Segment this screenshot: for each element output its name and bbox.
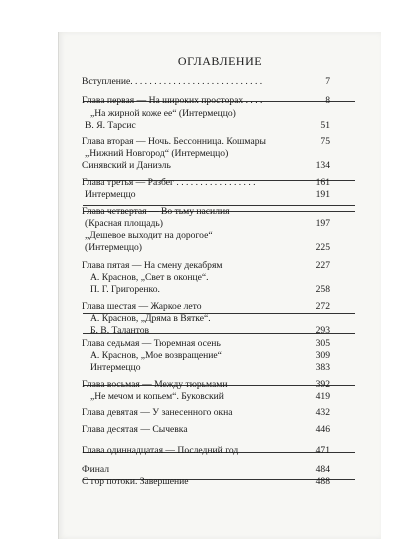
toc-entry-page: 197 [315,218,330,229]
toc-entry-page: 75 [320,136,330,147]
toc-entry-page: 446 [315,424,330,435]
toc-entry-title: А. Краснов, „Свет в оконце“. [90,272,209,283]
toc-entry-title: „Дешевое выходит на дорогое“ [85,230,213,241]
toc-entry-title: Глава вторая — Ночь. Бессонница. Кошмары [82,136,266,147]
toc-entry [82,159,330,172]
toc-entry-page: 51 [320,120,330,131]
toc-entry-title: Глава девятая — У занесенного окна [82,407,233,418]
toc-entry [82,475,330,488]
toc-entry-page: 134 [315,160,330,171]
toc-entry [82,283,330,296]
page-title: ОГЛАВЛЕНИЕ [177,54,263,68]
toc-entry-page: 258 [315,284,330,295]
toc-entry [82,444,330,457]
toc-entry-page: 227 [315,260,330,271]
toc-entry-title: Вступление. . . . . . . . . . . . . . . . . . . . . . . . . . . . [82,76,263,87]
toc-entry-title: Б. В. Талантов [90,325,150,336]
toc-entry-page: 305 [315,338,330,349]
toc-entry-title: „Нижний Новгород“ (Интермеццо) [85,148,229,159]
toc-entry-page: 161 [315,177,330,188]
toc-entry-page: 488 [315,476,330,487]
toc-entry-title: Финал [82,464,109,475]
toc-entry-title: (Красная площадь) [85,218,163,229]
toc-entry [82,361,330,374]
toc-entry-title: (Интермеццо) [85,242,142,253]
toc-entry-title: Глава пятая — На смену декабрям [82,260,223,271]
toc-entry [82,94,330,107]
toc-entry-page: 484 [315,464,330,475]
toc-entry [82,241,330,254]
toc-entry [82,406,330,419]
toc-entry-page: 471 [315,445,330,456]
toc-entry-page: 272 [315,301,330,312]
toc-entry-title: Глава седьмая — Тюремная осень [82,338,221,349]
toc-entry-title: Интермеццо [90,362,141,373]
toc-entry-page: 7 [325,76,330,87]
toc-entry-title: „На жирной коже ее“ (Интермеццо) [90,108,236,119]
toc-entry-page: 419 [315,391,330,402]
toc-entry-title: А. Краснов, „Дряма в Вятке“. [90,313,211,324]
toc-entry [82,390,330,403]
toc-entry [82,75,330,88]
toc-entry [82,324,330,337]
toc-entry-title: Глава одиннадцатая — Последний год [82,445,239,456]
toc-entry [82,119,330,132]
toc-entry-title: Глава первая — На широких просторах . . . . [82,95,263,106]
toc-entry-title: „Не мечом и копьем“. Буковский [90,391,224,402]
toc-entry-title: С гор потоки. Завершение [82,476,189,487]
toc-entry-title: П. Г. Григоренко. [90,284,160,295]
toc-entry-title: Глава четвертая — Во тьму насилия [82,206,230,217]
toc-entry-title: Глава восьмая — Между тюрьмами [82,379,228,390]
toc-entry [82,188,330,201]
toc-entry-title: А. Краснов, „Мое возвращение“ [90,350,222,361]
toc-entry-page: 432 [315,407,330,418]
toc-entry-title: Интермеццо [85,189,136,200]
toc-entry-title: В. Я. Тарсис [85,120,136,131]
toc-entry-page: 191 [315,189,330,200]
toc-entry-page: 309 [315,350,330,361]
toc-entry [82,423,330,436]
toc-entry-page: 383 [315,362,330,373]
toc-entry-title: Глава третья — Разбег . . . . . . . . . . . . . . . . . [82,177,256,188]
toc-entry-page: 225 [315,242,330,253]
toc-entry-page: 293 [315,325,330,336]
toc-entry-title: Глава десятая — Сычевка [82,424,188,435]
toc-entry-title: Глава шестая — Жаркое лето [82,301,202,312]
toc-entry-page: 8 [325,95,330,106]
toc-entry-page: 392 [315,379,330,390]
toc-entry-title: Синявский и Даниэль [82,160,171,171]
